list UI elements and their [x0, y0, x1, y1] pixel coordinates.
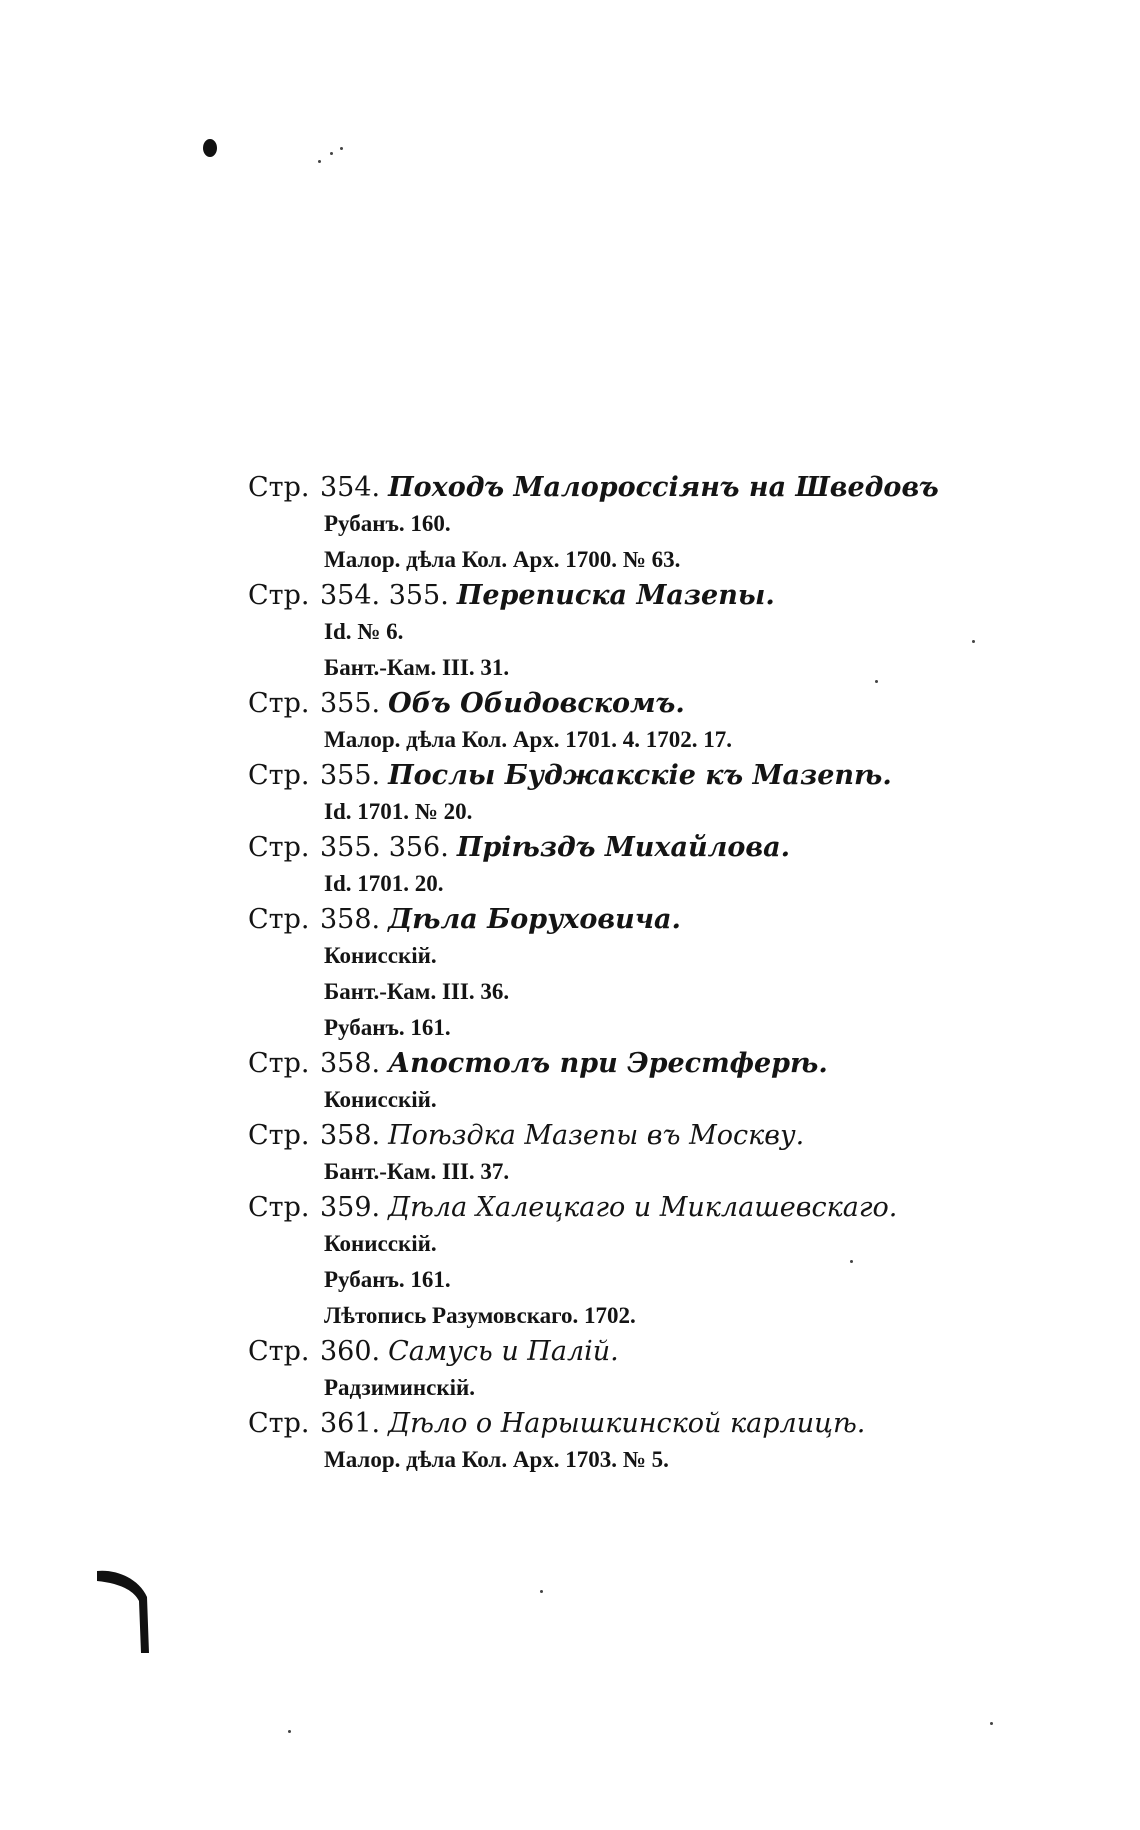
ink-dot	[203, 139, 217, 157]
page-numbers: 355. 356.	[320, 832, 449, 863]
source-reference: Бант.-Кам. III. 37.	[324, 1159, 510, 1184]
entry-heading	[248, 902, 1068, 938]
entry-heading	[248, 1118, 1068, 1154]
page-label: Стр.	[248, 904, 310, 935]
entry-title: Переписка Мазепы.	[456, 580, 775, 611]
source-reference: Рубанъ. 160.	[324, 511, 451, 536]
page-label: Стр.	[248, 1192, 310, 1223]
entry-title: Поѣздка Мазепы въ Москву.	[388, 1120, 805, 1151]
page-numbers: 354.	[320, 472, 381, 503]
entry-heading	[248, 1190, 1068, 1226]
entry-title: Походъ Малороссіянъ на Шведовъ	[388, 472, 939, 503]
page-label: Стр.	[248, 580, 310, 611]
entry-title: Дѣла Боруховича.	[388, 904, 681, 935]
entry-title: Апостолъ при Эрестферѣ.	[388, 1048, 828, 1079]
speck	[340, 147, 343, 150]
index-list	[248, 470, 1068, 1478]
source-reference: Рубанъ. 161.	[324, 1015, 451, 1040]
source-reference: Бант.-Кам. III. 31.	[324, 655, 510, 680]
page-numbers: 360.	[320, 1336, 381, 1367]
entry-heading	[248, 686, 1068, 722]
page-label: Стр.	[248, 1120, 310, 1151]
entry-title: Дѣло о Нарышкинской карлицѣ.	[388, 1408, 866, 1439]
speck	[540, 1590, 543, 1593]
source-reference: Малор. дѣла Кол. Арх. 1703. № 5.	[324, 1447, 669, 1472]
page-label: Стр.	[248, 688, 310, 719]
source-reference: Id. № 6.	[324, 619, 404, 644]
source-reference: Конисскій.	[324, 1231, 437, 1256]
page-label: Стр.	[248, 472, 310, 503]
entry-heading	[248, 1334, 1068, 1370]
speck	[990, 1722, 993, 1725]
page-numbers: 361.	[320, 1408, 381, 1439]
page-numbers: 359.	[320, 1192, 381, 1223]
source-reference: Id. 1701. № 20.	[324, 799, 473, 824]
entry-title: Пріѣздъ Михайлова.	[456, 832, 790, 863]
source-reference: Рубанъ. 161.	[324, 1267, 451, 1292]
source-reference: Бант.-Кам. III. 36.	[324, 979, 510, 1004]
bracket-mark	[95, 1565, 157, 1655]
page-label: Стр.	[248, 1336, 310, 1367]
entry-heading	[248, 470, 1068, 506]
page-numbers: 355.	[320, 688, 381, 719]
page-label: Стр.	[248, 1048, 310, 1079]
entry-heading	[248, 1406, 1068, 1442]
entry-title: Послы Буджакскіе къ Мазепѣ.	[388, 760, 892, 791]
entry-heading	[248, 1046, 1068, 1082]
page-numbers: 355.	[320, 760, 381, 791]
speck	[330, 152, 333, 155]
source-reference: Лѣтопись Разумовскаго. 1702.	[324, 1303, 636, 1328]
source-reference: Радзиминскій.	[324, 1375, 475, 1400]
source-reference: Конисскій.	[324, 1087, 437, 1112]
entry-heading	[248, 830, 1068, 866]
page-label: Стр.	[248, 1408, 310, 1439]
source-reference: Малор. дѣла Кол. Арх. 1700. № 63.	[324, 547, 681, 572]
source-reference: Id. 1701. 20.	[324, 871, 444, 896]
entry-heading	[248, 578, 1068, 614]
entry-title: Дѣла Халецкаго и Миклашевскаго.	[388, 1192, 898, 1223]
entry-title: Объ Обидовскомъ.	[388, 688, 685, 719]
speck	[288, 1730, 291, 1733]
speck	[318, 160, 321, 163]
page-numbers: 354. 355.	[320, 580, 449, 611]
page-numbers: 358.	[320, 1120, 381, 1151]
page-numbers: 358.	[320, 904, 381, 935]
entry-heading	[248, 758, 1068, 794]
source-reference: Малор. дѣла Кол. Арх. 1701. 4. 1702. 17.	[324, 727, 732, 752]
page-label: Стр.	[248, 760, 310, 791]
page-label: Стр.	[248, 832, 310, 863]
page-numbers: 358.	[320, 1048, 381, 1079]
source-reference: Конисскій.	[324, 943, 437, 968]
entry-title: Самусь и Палій.	[388, 1336, 619, 1367]
